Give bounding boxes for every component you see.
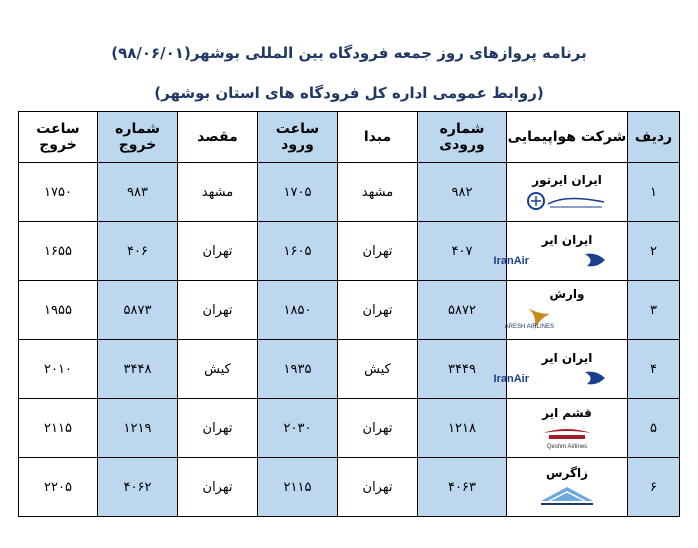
varesh-logo-text: ARESH AIRLINES xyxy=(504,323,554,330)
cell-departure-time: ۲۱۱۵ xyxy=(19,399,98,458)
cell-arrival-time: ۱۶۰۵ xyxy=(258,222,338,281)
cell-arrival-number: ۴۰۶۳ xyxy=(418,458,507,517)
col-header-destination: مقصد xyxy=(178,112,258,163)
cell-arrival-number: ۱۲۱۸ xyxy=(418,399,507,458)
cell-destination: تهران xyxy=(178,399,258,458)
qeshm-air-logo-icon xyxy=(525,423,609,451)
header-row xyxy=(19,112,680,163)
cell-destination: تهران xyxy=(178,222,258,281)
flight-schedule-table xyxy=(18,111,680,517)
cell-origin: تهران xyxy=(338,458,418,517)
col-header-arrival-number: شماره ورودی xyxy=(418,112,507,163)
cell-departure-number: ۵۸۷۳ xyxy=(98,281,178,340)
cell-arrival-number: ۵۸۷۲ xyxy=(418,281,507,340)
cell-destination: تهران xyxy=(178,281,258,340)
table-row xyxy=(19,222,680,281)
table-row xyxy=(19,163,680,222)
cell-arrival-time: ۱۷۰۵ xyxy=(258,163,338,222)
cell-arrival-number: ۳۴۴۹ xyxy=(418,340,507,399)
cell-departure-time: ۱۷۵۰ xyxy=(19,163,98,222)
cell-row-number: ۱ xyxy=(628,163,680,222)
cell-arrival-time: ۱۹۳۵ xyxy=(258,340,338,399)
iran-airtour-logo-icon xyxy=(526,190,608,212)
iranair-logo-text: IranAir xyxy=(493,372,529,385)
col-header-arrival-time: ساعت ورود xyxy=(258,112,338,163)
cell-airline xyxy=(504,281,628,340)
cell-arrival-time: ۱۸۵۰ xyxy=(258,281,338,340)
table-row xyxy=(19,340,680,399)
cell-departure-number: ۴۰۶ xyxy=(98,222,178,281)
cell-row-number: ۴ xyxy=(628,340,680,399)
airline-name: ایران ایر xyxy=(541,350,593,365)
airline-name: قشم ایر xyxy=(542,405,592,420)
col-header-airline: شرکت هواپیمایی xyxy=(507,112,628,163)
cell-airline xyxy=(493,340,628,399)
cell-departure-number: ۳۴۴۸ xyxy=(98,340,178,399)
cell-row-number: ۲ xyxy=(628,222,680,281)
qeshm-logo-text: Qeshm Airlines xyxy=(546,443,588,450)
cell-row-number: ۳ xyxy=(628,281,680,340)
cell-airline xyxy=(507,458,628,517)
airline-name: زاگرس xyxy=(545,465,589,480)
col-header-departure-number: شماره خروج xyxy=(98,112,178,163)
cell-departure-time: ۱۹۵۵ xyxy=(19,281,98,340)
table-row xyxy=(19,281,680,340)
zagros-logo-icon xyxy=(527,483,607,509)
cell-origin: تهران xyxy=(338,399,418,458)
page-subtitle: (روابط عمومی اداره کل فرودگاه های استان بوشهر) xyxy=(154,84,544,102)
cell-airline xyxy=(507,399,628,458)
airline-name: وارش xyxy=(549,286,585,301)
cell-origin: کیش xyxy=(338,340,418,399)
cell-departure-time: ۲۰۱۰ xyxy=(19,340,98,399)
airline-name: ایران ایرتور xyxy=(532,172,602,187)
page-title: برنامه پروازهای روز جمعه فرودگاه بین المللی بوشهر(۹۸/۰۶/۰۱) xyxy=(111,44,587,62)
cell-destination: تهران xyxy=(178,458,258,517)
iranair-logo-icon xyxy=(493,250,609,270)
cell-departure-number: ۱۲۱۹ xyxy=(98,399,178,458)
airline-name: ایران ایر xyxy=(541,232,593,247)
iranair-logo-icon xyxy=(493,368,609,388)
cell-destination: کیش xyxy=(178,340,258,399)
cell-arrival-number: ۴۰۷ xyxy=(418,222,507,281)
cell-arrival-time: ۲۰۳۰ xyxy=(258,399,338,458)
cell-origin: مشهد xyxy=(338,163,418,222)
cell-row-number: ۶ xyxy=(628,458,680,517)
table-row xyxy=(19,458,680,517)
cell-airline xyxy=(507,163,628,222)
cell-row-number: ۵ xyxy=(628,399,680,458)
col-header-row-number: ردیف xyxy=(628,112,680,163)
cell-origin: تهران xyxy=(338,281,418,340)
cell-destination: مشهد xyxy=(178,163,258,222)
col-header-origin: مبدا xyxy=(338,112,418,163)
cell-departure-time: ۲۲۰۵ xyxy=(19,458,98,517)
cell-departure-time: ۱۶۵۵ xyxy=(19,222,98,281)
cell-airline xyxy=(493,222,628,281)
table-row xyxy=(19,399,680,458)
cell-origin: تهران xyxy=(338,222,418,281)
cell-departure-number: ۴۰۶۲ xyxy=(98,458,178,517)
col-header-departure-time: ساعت خروج xyxy=(19,112,98,163)
iranair-logo-text: IranAir xyxy=(493,254,529,267)
cell-arrival-time: ۲۱۱۵ xyxy=(258,458,338,517)
cell-departure-number: ۹۸۳ xyxy=(98,163,178,222)
varesh-logo-icon xyxy=(504,304,610,334)
cell-arrival-number: ۹۸۲ xyxy=(418,163,507,222)
